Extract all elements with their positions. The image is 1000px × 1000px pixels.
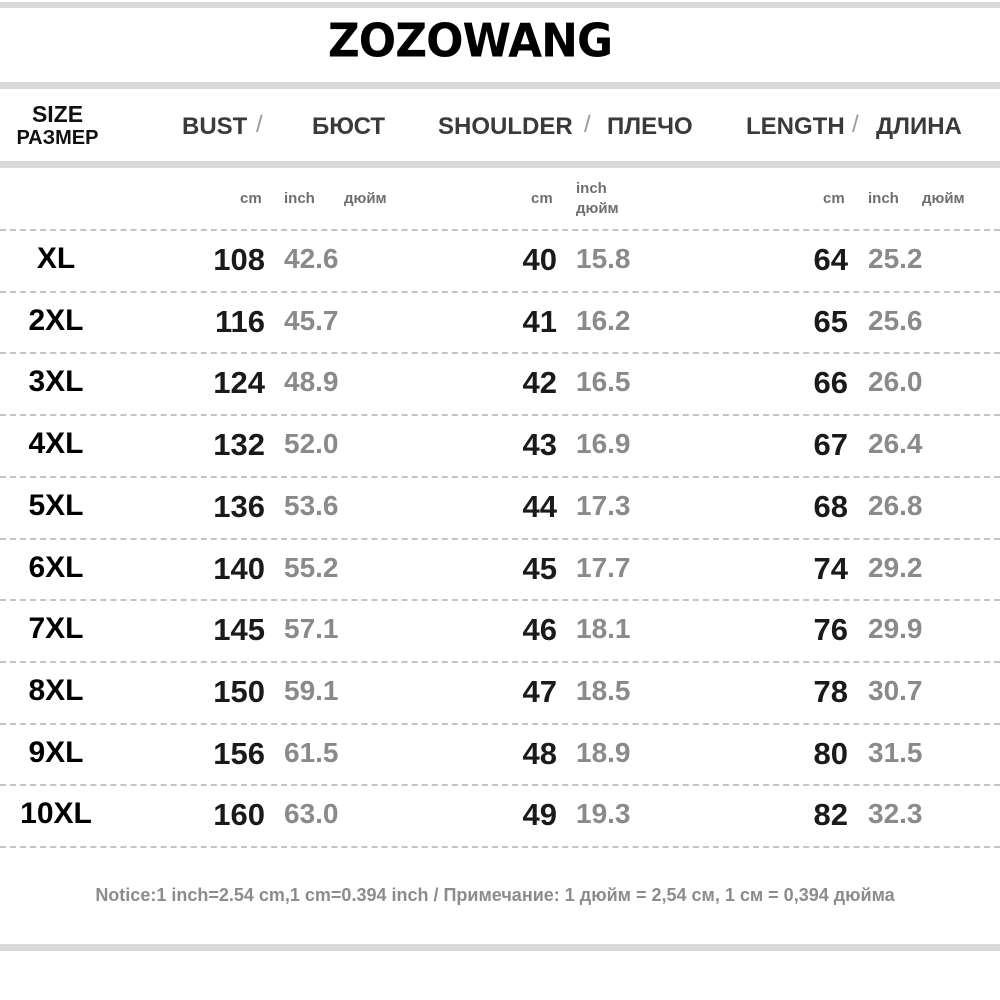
row-divider: [0, 661, 1000, 663]
length-cm-cell: 65: [813, 304, 848, 339]
bust-inch-cell: 42.6: [284, 243, 339, 274]
length-inch-cell: 26.0: [868, 366, 923, 397]
shoulder-inch-cell: 16.5: [576, 366, 631, 397]
length-cm-cell: 64: [813, 242, 848, 277]
bust-inch-cell: 59.1: [284, 675, 339, 706]
shoulder-cm-cell: 42: [522, 365, 557, 400]
length-cm-cell: 82: [813, 797, 848, 832]
length-inch-cell: 29.2: [868, 552, 923, 583]
bust-inch-cell: 45.7: [284, 305, 339, 336]
unit-conversion-notice: Notice:1 inch=2.54 cm,1 cm=0.394 inch / Примечание: 1 дюйм = 2,54 см, 1 см = 0,394 дюйма: [95, 885, 895, 905]
size-cell: 10XL: [20, 797, 92, 830]
row-divider: [0, 352, 1000, 354]
length-header-en: LENGTH: [746, 113, 845, 140]
bust-inch-cell: 61.5: [284, 737, 339, 768]
shoulder-cm-cell: 44: [522, 489, 557, 524]
size-cell: 6XL: [28, 551, 84, 584]
header-top-divider: [0, 82, 1000, 89]
shoulder-unit-cm: cm: [531, 190, 553, 207]
bust-cm-cell: 156: [213, 736, 265, 771]
shoulder-inch-cell: 15.8: [576, 243, 631, 274]
shoulder-cm-cell: 46: [522, 612, 557, 647]
length-inch-cell: 26.8: [868, 490, 923, 521]
bust-header-slash: /: [256, 111, 263, 138]
size-cell: 7XL: [28, 612, 84, 645]
length-cm-cell: 66: [813, 365, 848, 400]
bust-header-en: BUST: [182, 113, 248, 140]
bust-cm-cell: 150: [213, 674, 265, 709]
length-header-slash: /: [852, 111, 859, 138]
bust-cm-cell: 136: [213, 489, 265, 524]
length-cm-cell: 76: [813, 612, 848, 647]
size-cell: 4XL: [28, 427, 84, 460]
shoulder-inch-cell: 18.1: [576, 613, 631, 644]
length-cm-cell: 68: [813, 489, 848, 524]
bust-inch-cell: 63.0: [284, 798, 339, 829]
length-header-ru: ДЛИНА: [876, 113, 962, 140]
length-inch-cell: 25.2: [868, 243, 923, 274]
shoulder-header-slash: /: [584, 111, 591, 138]
size-cell: XL: [36, 242, 76, 275]
bottom-border: [0, 944, 1000, 951]
shoulder-cm-cell: 40: [522, 242, 557, 277]
size-cell: 8XL: [28, 674, 84, 707]
bust-inch-cell: 53.6: [284, 490, 339, 521]
shoulder-cm-cell: 43: [522, 427, 557, 462]
shoulder-cm-cell: 41: [522, 304, 557, 339]
length-inch-cell: 32.3: [868, 798, 923, 829]
shoulder-cm-cell: 49: [522, 797, 557, 832]
header-bottom-divider: [0, 161, 1000, 168]
bust-cm-cell: 132: [213, 427, 265, 462]
bust-inch-cell: 57.1: [284, 613, 339, 644]
row-divider: [0, 723, 1000, 725]
length-inch-cell: 25.6: [868, 305, 923, 336]
bust-cm-cell: 140: [213, 551, 265, 586]
size-cell: 2XL: [28, 304, 84, 337]
length-cm-cell: 80: [813, 736, 848, 771]
bust-cm-cell: 145: [213, 612, 265, 647]
shoulder-inch-cell: 17.3: [576, 490, 631, 521]
size-header-ru: РАЗМЕР: [16, 127, 99, 149]
size-cell: 3XL: [28, 365, 84, 398]
shoulder-cm-cell: 48: [522, 736, 557, 771]
shoulder-inch-cell: 19.3: [576, 798, 631, 829]
row-divider: [0, 291, 1000, 293]
length-unit-inch: inch: [868, 190, 899, 207]
size-cell: 5XL: [28, 489, 84, 522]
shoulder-unit-inch: inch: [576, 180, 607, 197]
bust-inch-cell: 52.0: [284, 428, 339, 459]
row-divider: [0, 599, 1000, 601]
shoulder-inch-cell: 16.9: [576, 428, 631, 459]
shoulder-inch-cell: 16.2: [576, 305, 631, 336]
size-header-en: SIZE: [31, 101, 84, 127]
shoulder-unit-duym: дюйм: [576, 200, 619, 217]
shoulder-header-en: SHOULDER: [438, 113, 573, 140]
length-cm-cell: 78: [813, 674, 848, 709]
length-unit-duym: дюйм: [922, 190, 965, 207]
row-divider: [0, 229, 1000, 231]
shoulder-inch-cell: 18.5: [576, 675, 631, 706]
shoulder-cm-cell: 47: [522, 674, 557, 709]
row-divider: [0, 414, 1000, 416]
bust-cm-cell: 124: [213, 365, 265, 400]
row-divider: [0, 538, 1000, 540]
bust-inch-cell: 48.9: [284, 366, 339, 397]
row-divider: [0, 784, 1000, 786]
bust-cm-cell: 160: [213, 797, 265, 832]
size-header: [10, 102, 105, 150]
length-cm-cell: 67: [813, 427, 848, 462]
bust-unit-inch: inch: [284, 190, 315, 207]
shoulder-inch-cell: 17.7: [576, 552, 631, 583]
row-divider: [0, 846, 1000, 848]
bust-inch-cell: 55.2: [284, 552, 339, 583]
length-inch-cell: 29.9: [868, 613, 923, 644]
size-cell: 9XL: [28, 736, 84, 769]
brand-logo: ZOZOWANG: [327, 14, 613, 69]
shoulder-cm-cell: 45: [522, 551, 557, 586]
bust-unit-duym: дюйм: [344, 190, 387, 207]
bust-header-ru: БЮСТ: [312, 113, 386, 140]
shoulder-inch-cell: 18.9: [576, 737, 631, 768]
length-cm-cell: 74: [813, 551, 848, 586]
length-inch-cell: 26.4: [868, 428, 923, 459]
length-inch-cell: 31.5: [868, 737, 923, 768]
row-divider: [0, 476, 1000, 478]
bust-unit-cm: cm: [240, 190, 262, 207]
bust-cm-cell: 108: [213, 242, 265, 277]
length-unit-cm: cm: [823, 190, 845, 207]
shoulder-header-ru: ПЛЕЧО: [607, 113, 693, 140]
bust-cm-cell: 116: [214, 304, 265, 339]
length-inch-cell: 30.7: [868, 675, 923, 706]
top-border: [0, 2, 1000, 8]
